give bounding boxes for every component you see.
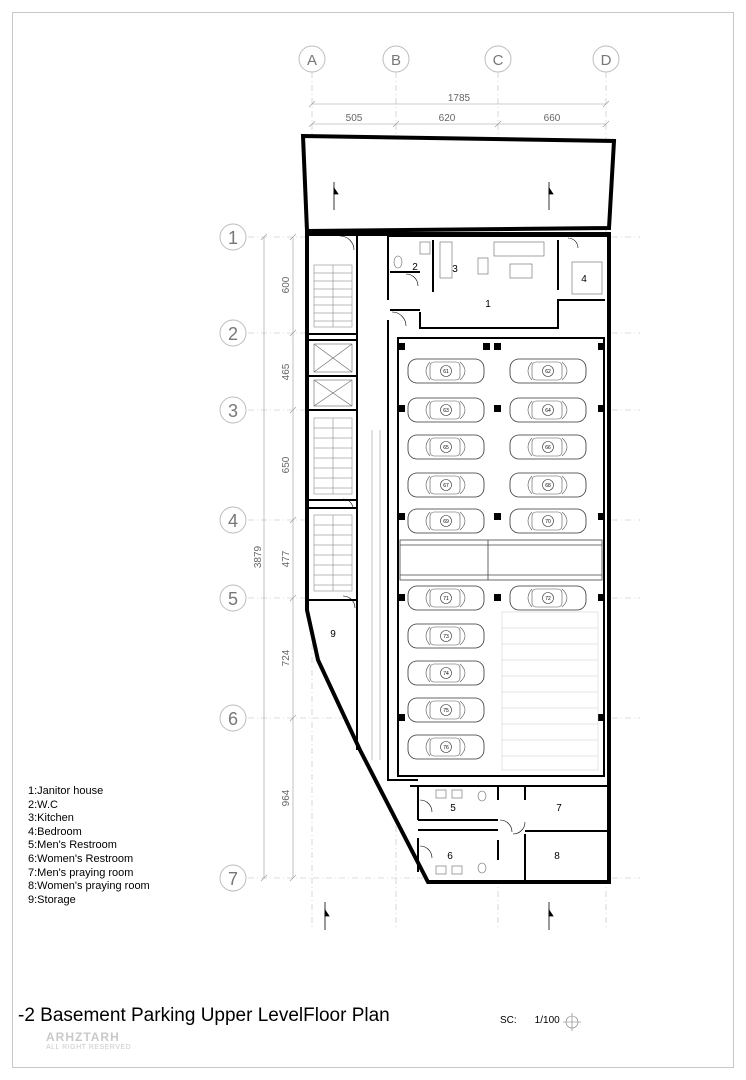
room-label-8: 8	[554, 851, 560, 862]
bay-number: 75	[443, 708, 449, 714]
bay-number: 68	[545, 483, 551, 489]
bay-number: 72	[545, 596, 551, 602]
legend-item: 4:Bedroom	[28, 825, 82, 838]
grid-label-3: 3	[227, 401, 239, 421]
grid-label-a: A	[306, 52, 318, 69]
watermark-brand: ARHZTARH	[46, 1030, 120, 1044]
legend-item: 2:W.C	[28, 798, 58, 811]
bay-number: 70	[545, 519, 551, 525]
drawing-title: -2 Basement Parking Upper LevelFloor Plan	[18, 1005, 390, 1026]
grid-label-1: 1	[227, 228, 239, 248]
dim-height-67: 964	[281, 789, 292, 807]
bay-number: 61	[443, 369, 449, 375]
bay-number: 66	[545, 445, 551, 451]
dim-width-cd: 660	[543, 113, 561, 124]
bay-number: 74	[443, 671, 449, 677]
room-label-6: 6	[447, 851, 453, 862]
grid-label-4: 4	[227, 511, 239, 531]
grid-label-5: 5	[227, 589, 239, 609]
dim-height-34: 650	[281, 456, 292, 474]
scale-label: SC:	[500, 1015, 517, 1026]
dim-width-bc: 620	[438, 113, 456, 124]
room-label-5: 5	[450, 803, 456, 814]
grid-label-b: B	[390, 52, 402, 69]
dim-height-23: 465	[281, 363, 292, 381]
watermark-logo	[46, 1030, 131, 1051]
grid-label-2: 2	[227, 324, 239, 344]
room-label-7: 7	[556, 803, 562, 814]
legend-item: 9:Storage	[28, 893, 76, 906]
room-label-2: 2	[412, 262, 418, 273]
room-label-1: 1	[485, 299, 491, 310]
bay-number: 69	[443, 519, 449, 525]
bay-number: 71	[443, 596, 449, 602]
bay-number: 62	[545, 369, 551, 375]
dim-height-45: 477	[281, 550, 292, 568]
dim-total-width: 1785	[447, 93, 471, 104]
legend-item: 1:Janitor house	[28, 785, 104, 797]
dim-total-height: 3879	[253, 545, 264, 569]
grid-label-7: 7	[227, 869, 239, 889]
room-label-4: 4	[581, 274, 587, 285]
bay-number: 65	[443, 445, 449, 451]
scale-note	[500, 1015, 560, 1026]
grid-label-c: C	[492, 52, 504, 69]
bay-number: 63	[443, 408, 449, 414]
scale-value: 1/100	[534, 1015, 560, 1026]
room-legend	[28, 785, 150, 907]
dim-height-12: 600	[281, 276, 292, 294]
grid-label-d: D	[600, 52, 612, 69]
bay-number: 73	[443, 634, 449, 640]
legend-item: 8:Women's praying room	[28, 880, 150, 893]
room-label-9: 9	[330, 629, 336, 640]
legend-item: 3:Kitchen	[28, 812, 74, 825]
room-label-3: 3	[452, 264, 458, 275]
bay-number: 76	[443, 745, 449, 751]
legend-item: 6:Women's Restroom	[28, 852, 134, 865]
dim-height-56: 724	[281, 649, 292, 667]
watermark-rights: ALL RIGHT RESERVED	[46, 1044, 132, 1051]
dim-width-ab: 505	[345, 113, 363, 124]
bay-number: 64	[545, 408, 551, 414]
legend-item: 7:Men's praying room	[28, 866, 134, 879]
legend-item: 5:Men's Restroom	[28, 839, 117, 852]
grid-label-6: 6	[227, 709, 239, 729]
bay-number: 67	[443, 483, 449, 489]
sheet-border	[12, 12, 734, 1068]
